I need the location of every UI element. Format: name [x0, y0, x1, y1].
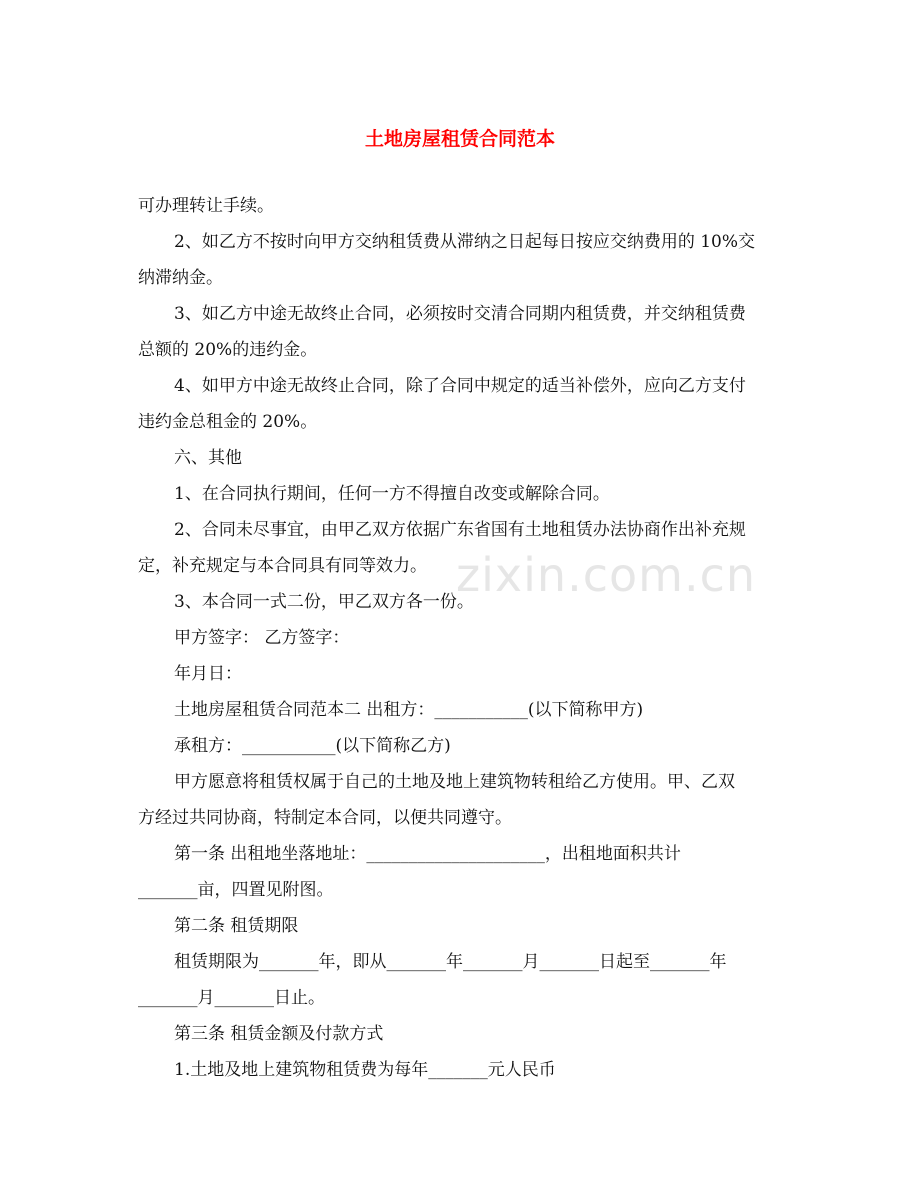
document-line: 2、合同未尽事宜，由甲乙双方依据广东省国有土地租赁办法协商作出补充规: [174, 520, 746, 540]
document-line: 土地房屋租赁合同范本二 出租方：___________(以下简称甲方): [174, 700, 644, 720]
document-body: [138, 188, 788, 1088]
document-line: 3、如乙方中途无故终止合同，必须按时交清合同期内租赁费，并交纳租赁费: [174, 304, 746, 324]
document-line: 违约金总租金的 20%。: [138, 412, 318, 432]
document-line: 租赁期限为_______年，即从_______年_______月_______日起至_______年: [174, 952, 727, 972]
document-line: 第三条 租赁金额及付款方式: [174, 1024, 384, 1044]
document-line: 纳滞纳金。: [138, 268, 223, 288]
document-line: 总额的 20%的违约金。: [138, 340, 318, 360]
document-line: 可办理转让手续。: [138, 196, 274, 216]
document-line: _______亩，四置见附图。: [138, 880, 334, 900]
document-line: 年月日：: [174, 664, 242, 684]
document-line: 方经过共同协商，特制定本合同，以便共同遵守。: [138, 808, 512, 828]
document-line: _______月_______日止。: [138, 988, 325, 1008]
document-line: 1、在合同执行期间，任何一方不得擅自改变或解除合同。: [174, 484, 610, 504]
document-line: 4、如甲方中途无故终止合同，除了合同中规定的适当补偿外，应向乙方支付: [174, 376, 746, 396]
watermark: zixin.com.cn: [456, 548, 757, 602]
document-line: 甲方愿意将租赁权属于自己的土地及地上建筑物转租给乙方使用。甲、乙双: [174, 772, 735, 792]
document-line: 第一条 出租地坐落地址：_____________________，出租地面积共计: [174, 844, 681, 864]
document-line: 1.土地及地上建筑物租赁费为每年_______元人民币: [174, 1060, 556, 1080]
document-title: 土地房屋租赁合同范本: [364, 128, 555, 150]
document-line: 六、其他: [174, 448, 242, 468]
document-line: 3、本合同一式二份，甲乙双方各一份。: [174, 592, 474, 612]
document-line: 甲方签字： 乙方签字：: [174, 628, 350, 648]
document-line: 2、如乙方不按时向甲方交纳租赁费从滞纳之日起每日按应交纳费用的 10%交: [174, 232, 756, 252]
document-line: 定，补充规定与本合同具有同等效力。: [138, 556, 427, 576]
document-line: 承租方：___________(以下简称乙方): [174, 736, 451, 756]
document-line: 第二条 租赁期限: [174, 916, 299, 936]
